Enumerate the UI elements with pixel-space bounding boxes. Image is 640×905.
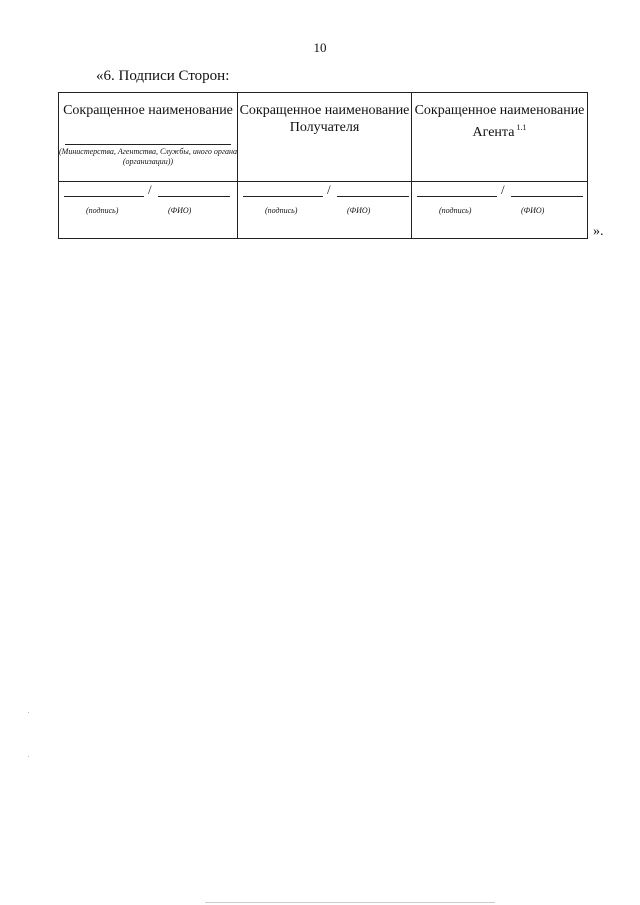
ministry-signature-cell bbox=[59, 182, 238, 239]
agent-signature-cell bbox=[412, 182, 588, 239]
ministry-header-cell bbox=[59, 93, 238, 182]
signature-separator: / bbox=[327, 182, 331, 197]
recipient-header-cell bbox=[238, 93, 412, 182]
section-heading: «6. Подписи Сторон: bbox=[96, 68, 230, 84]
signature-caption: (подпись) bbox=[86, 206, 119, 215]
name-blank bbox=[511, 196, 583, 197]
signature-blank bbox=[243, 196, 323, 197]
name-blank bbox=[158, 196, 230, 197]
closing-quote: ». bbox=[593, 224, 604, 239]
signature-blank bbox=[64, 196, 144, 197]
recipient-signature-cell bbox=[238, 182, 412, 239]
table-header-row bbox=[59, 93, 588, 182]
name-blank bbox=[337, 196, 409, 197]
signature-line bbox=[241, 182, 408, 206]
signature-line bbox=[415, 182, 584, 206]
agent-short-name-heading bbox=[412, 93, 587, 141]
organization-note: (Министерства, Агентства, Службы, иного органа (организации)) bbox=[59, 147, 237, 166]
footnote-reference: 1.1 bbox=[516, 123, 527, 132]
signature-caption: (подпись) bbox=[439, 206, 472, 215]
signatures-table bbox=[58, 92, 588, 239]
name-caption: (ФИО) bbox=[168, 206, 192, 215]
scan-artifact-line bbox=[205, 902, 495, 903]
recipient-short-name-label: Сокращенное наименование Получателя bbox=[239, 103, 410, 135]
name-caption: (ФИО) bbox=[347, 206, 371, 215]
signature-caption: (подпись) bbox=[265, 206, 298, 215]
signature-separator: / bbox=[501, 182, 505, 197]
signature-captions bbox=[415, 206, 584, 220]
scan-artifact-dot bbox=[28, 756, 29, 757]
signature-captions bbox=[241, 206, 408, 220]
signature-line bbox=[62, 182, 234, 206]
scan-artifact-dot bbox=[28, 712, 29, 713]
signature-captions bbox=[62, 206, 234, 220]
agent-header-cell bbox=[412, 93, 588, 182]
signature-row bbox=[59, 182, 588, 239]
ministry-short-name-label: Сокращенное наименование bbox=[63, 103, 233, 118]
name-caption: (ФИО) bbox=[521, 206, 545, 215]
agent-short-name-label: Сокращенное наименование Агента bbox=[414, 103, 585, 140]
signature-blank bbox=[417, 196, 497, 197]
page-number: 10 bbox=[313, 40, 327, 55]
signature-separator: / bbox=[148, 182, 152, 197]
